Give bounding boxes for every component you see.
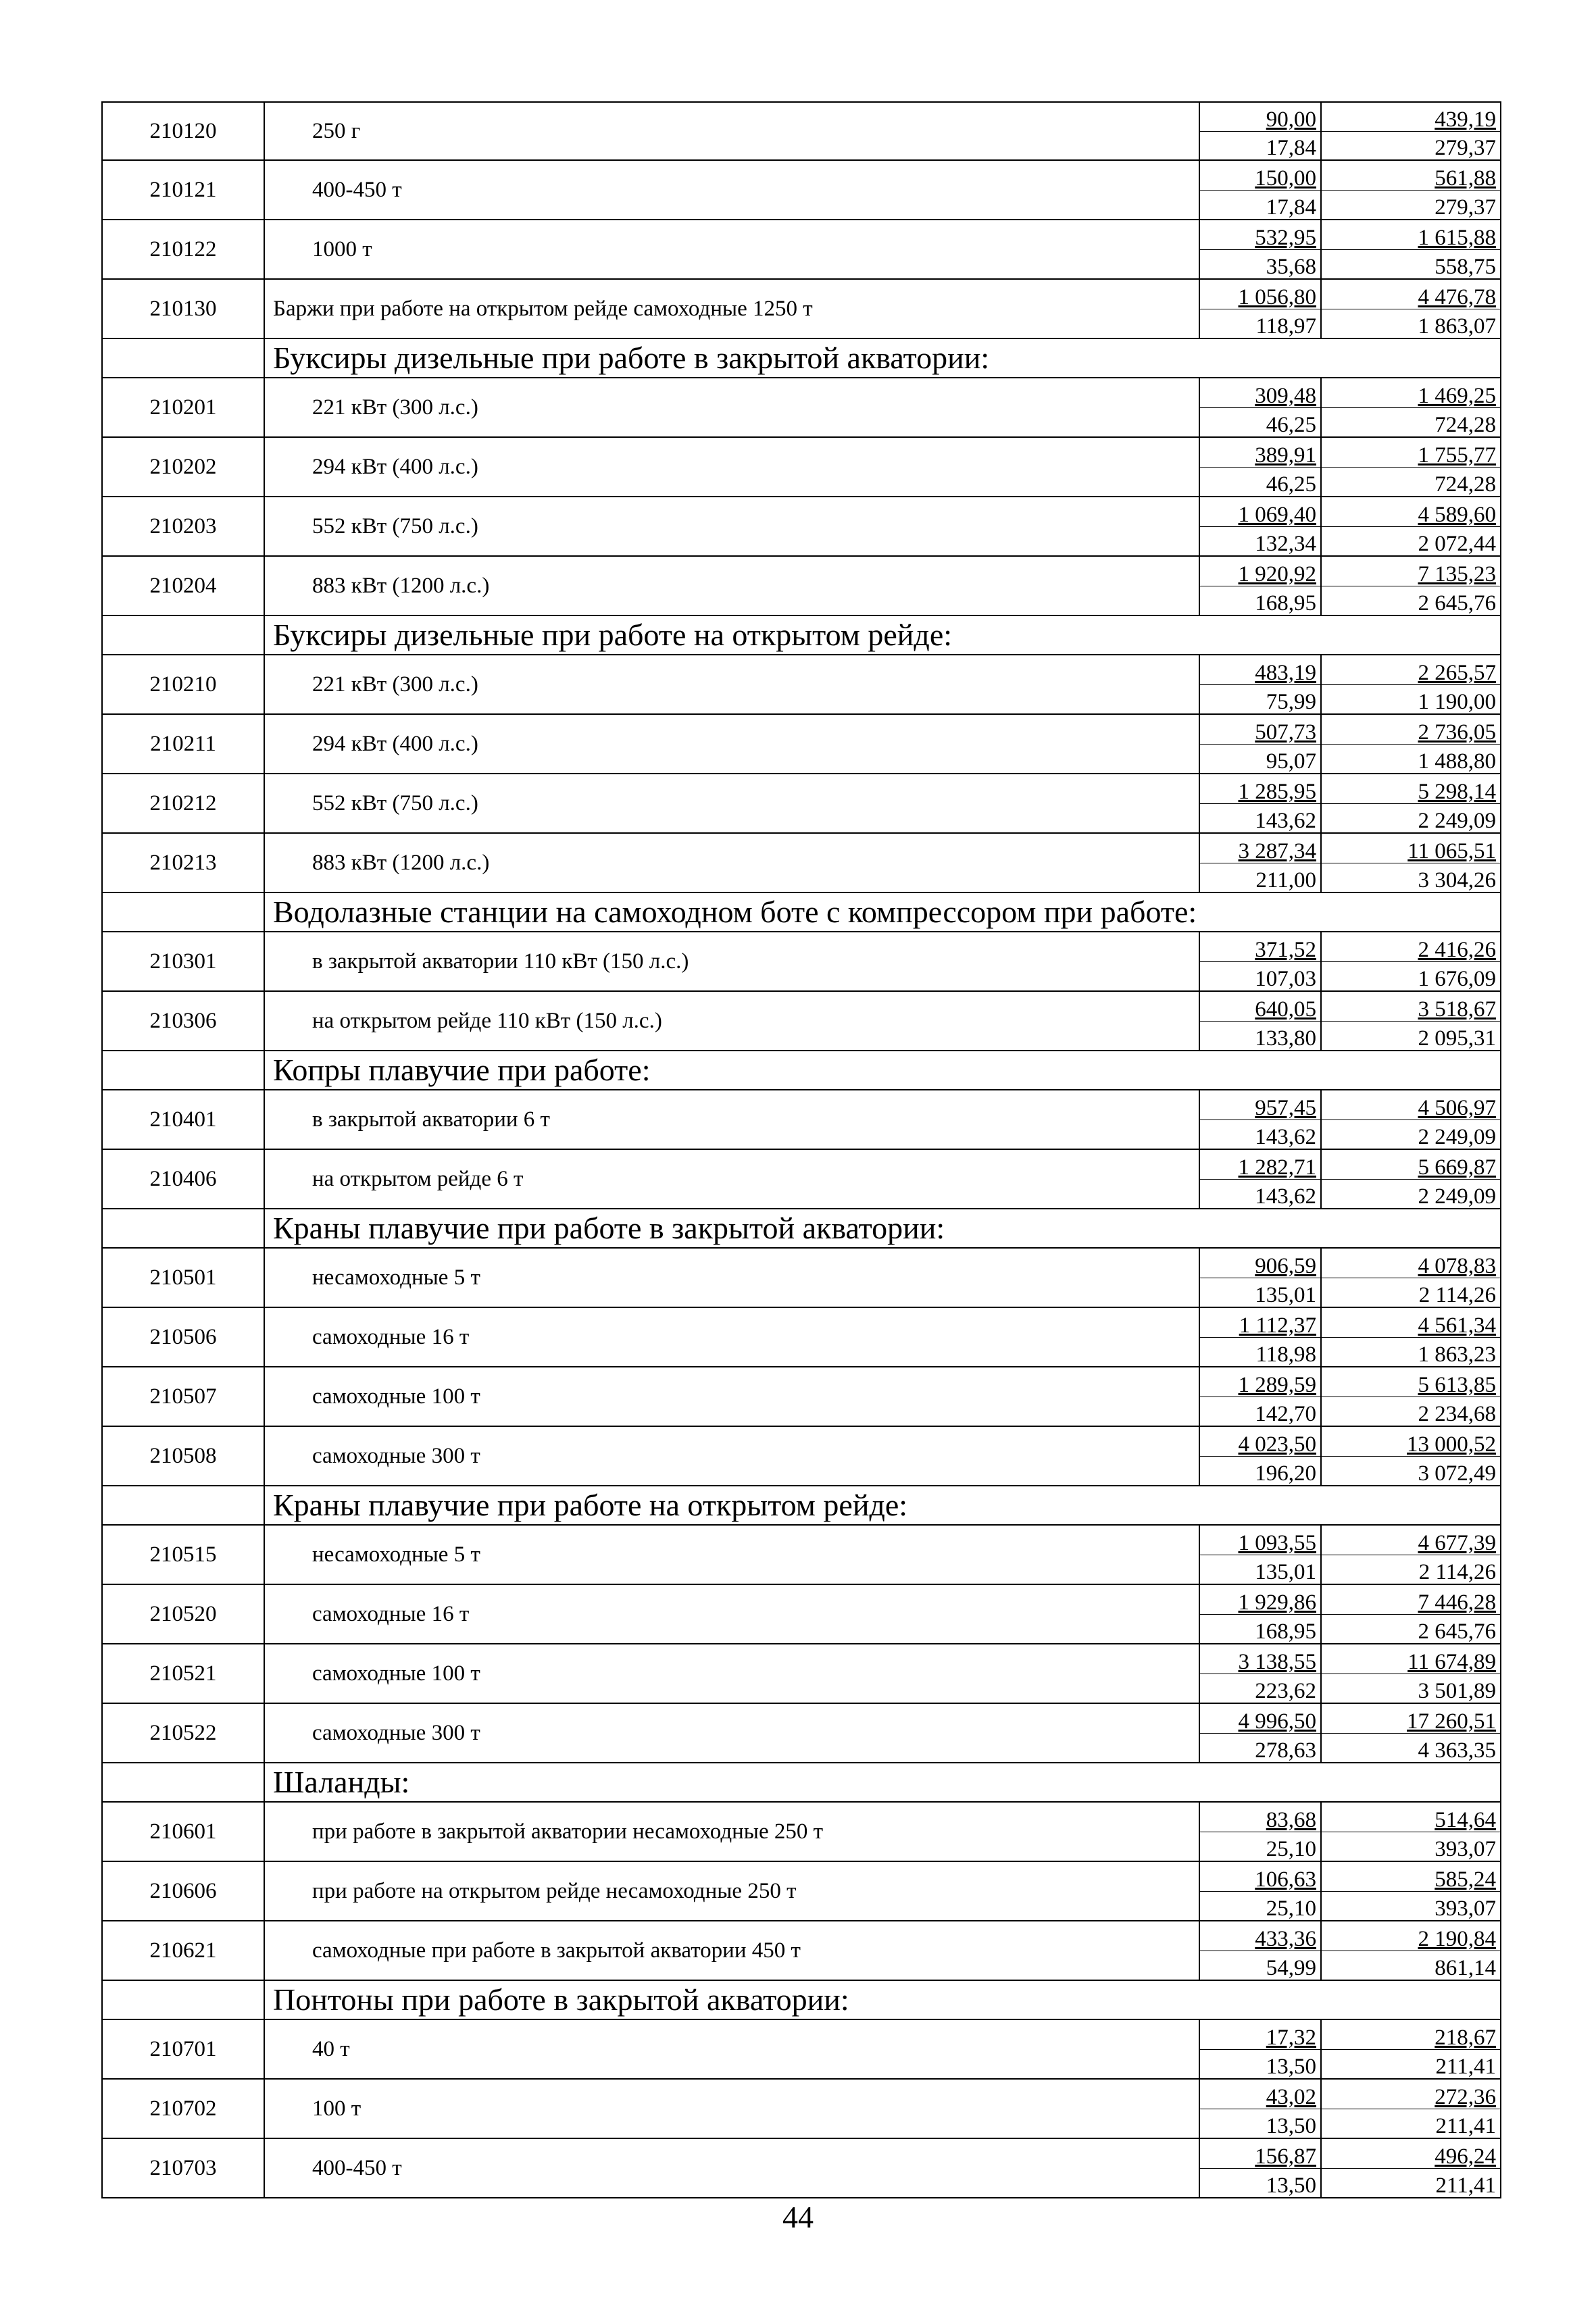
- value-1-top: 1 282,71: [1200, 1150, 1320, 1180]
- value-column-2: [1322, 1585, 1500, 1643]
- value-1-top: 640,05: [1200, 992, 1320, 1022]
- row-name: 221 кВт (300 л.с.): [265, 378, 1200, 436]
- value-2-top: 17 260,51: [1322, 1704, 1500, 1734]
- table-row: [101, 1921, 1501, 1981]
- value-column-2: [1322, 1704, 1500, 1762]
- row-code: 210306: [103, 992, 265, 1050]
- value-column-1: [1200, 1367, 1322, 1426]
- section-code-cell: [103, 1486, 265, 1524]
- row-name: самоходные 100 т: [265, 1644, 1200, 1703]
- section-title: Краны плавучие при работе на открытом рейде:: [273, 1488, 908, 1522]
- row-name: самоходные 16 т: [265, 1308, 1200, 1366]
- value-1-bottom: 17,84: [1266, 195, 1316, 220]
- price-table: [101, 101, 1501, 2198]
- value-2-bottom: 2 249,09: [1418, 1184, 1496, 1209]
- value-1-top: 17,32: [1200, 2020, 1320, 2050]
- value-column-1: [1200, 1526, 1322, 1584]
- value-2-top: 2 416,26: [1322, 932, 1500, 962]
- table-row: [101, 1090, 1501, 1150]
- value-1-bottom: 35,68: [1266, 255, 1316, 279]
- value-column-2: [1322, 103, 1500, 159]
- row-name: в закрытой акватории 110 кВт (150 л.с.): [265, 932, 1200, 990]
- value-2-top: 7 135,23: [1322, 557, 1500, 586]
- row-code: 210203: [103, 497, 265, 555]
- value-column-2: [1322, 774, 1500, 832]
- row-name: 294 кВт (400 л.с.): [265, 438, 1200, 496]
- row-name: 552 кВт (750 л.с.): [265, 497, 1200, 555]
- value-1-bottom: 25,10: [1266, 1837, 1316, 1861]
- row-name: несамоходные 5 т: [265, 1249, 1200, 1307]
- section-title: Водолазные станции на самоходном боте с компрессором при работе:: [273, 895, 1197, 929]
- value-column-1: [1200, 1704, 1322, 1762]
- row-code: 210521: [103, 1644, 265, 1703]
- value-column-2: [1322, 1249, 1500, 1307]
- row-name: 883 кВт (1200 л.с.): [265, 557, 1200, 615]
- section-title: Понтоны при работе в закрытой акватории:: [273, 1982, 849, 2017]
- section-heading: [101, 1209, 1501, 1249]
- value-2-bottom: 211,41: [1435, 2114, 1496, 2138]
- value-1-top: 957,45: [1200, 1090, 1320, 1120]
- row-code: 210703: [103, 2139, 265, 2197]
- value-2-bottom: 211,41: [1435, 2055, 1496, 2079]
- table-row: [101, 1526, 1501, 1585]
- value-column-1: [1200, 220, 1322, 278]
- value-2-bottom: 1 863,07: [1418, 314, 1496, 338]
- value-1-top: 90,00: [1200, 103, 1320, 132]
- value-2-top: 561,88: [1322, 161, 1500, 191]
- value-column-2: [1322, 497, 1500, 555]
- value-1-bottom: 278,63: [1255, 1738, 1316, 1763]
- table-row: [101, 1249, 1501, 1308]
- value-column-1: [1200, 1150, 1322, 1208]
- table-row: [101, 2080, 1501, 2139]
- table-row: [101, 1803, 1501, 1862]
- section-title: Буксиры дизельные при работе в закрытой акватории:: [273, 341, 990, 375]
- value-1-top: 1 289,59: [1200, 1367, 1320, 1397]
- value-1-bottom: 132,34: [1255, 532, 1316, 556]
- value-2-top: 3 518,67: [1322, 992, 1500, 1022]
- value-column-1: [1200, 834, 1322, 892]
- value-1-top: 83,68: [1200, 1803, 1320, 1832]
- value-column-1: [1200, 1249, 1322, 1307]
- table-row: [101, 715, 1501, 774]
- value-column-2: [1322, 2020, 1500, 2078]
- value-1-top: 4 023,50: [1200, 1427, 1320, 1457]
- value-column-1: [1200, 774, 1322, 832]
- table-row: [101, 932, 1501, 992]
- value-1-top: 371,52: [1200, 932, 1320, 962]
- table-row: [101, 2020, 1501, 2080]
- row-code: 210601: [103, 1803, 265, 1861]
- table-row: [101, 1427, 1501, 1486]
- section-title: Буксиры дизельные при работе на открытом рейде:: [273, 618, 953, 652]
- row-name: 250 г: [265, 103, 1200, 159]
- row-code: 210522: [103, 1704, 265, 1762]
- value-2-top: 5 669,87: [1322, 1150, 1500, 1180]
- value-2-top: 1 755,77: [1322, 438, 1500, 468]
- value-2-top: 585,24: [1322, 1862, 1500, 1892]
- value-column-2: [1322, 715, 1500, 773]
- table-row: [101, 1150, 1501, 1209]
- row-name: 40 т: [265, 2020, 1200, 2078]
- section-code-cell: [103, 1051, 265, 1089]
- value-2-top: 218,67: [1322, 2020, 1500, 2050]
- row-code: 210210: [103, 655, 265, 713]
- value-2-bottom: 724,28: [1435, 472, 1496, 497]
- value-1-bottom: 143,62: [1255, 809, 1316, 833]
- value-2-top: 496,24: [1322, 2139, 1500, 2169]
- row-name: на открытом рейде 110 кВт (150 л.с.): [265, 992, 1200, 1050]
- value-2-bottom: 2 114,26: [1418, 1560, 1496, 1584]
- row-code: 210606: [103, 1862, 265, 1920]
- value-column-2: [1322, 1803, 1500, 1861]
- value-2-top: 4 506,97: [1322, 1090, 1500, 1120]
- value-2-top: 4 561,34: [1322, 1308, 1500, 1338]
- value-2-top: 2 736,05: [1322, 715, 1500, 745]
- row-name: 100 т: [265, 2080, 1200, 2138]
- value-column-1: [1200, 1862, 1322, 1920]
- value-column-1: [1200, 378, 1322, 436]
- section-code-cell: [103, 1763, 265, 1801]
- row-name: при работе на открытом рейде несамоходные 250 т: [265, 1862, 1200, 1920]
- value-1-bottom: 13,50: [1266, 2173, 1316, 2198]
- table-row: [101, 1644, 1501, 1704]
- value-column-2: [1322, 378, 1500, 436]
- section-title: Краны плавучие при работе в закрытой акватории:: [273, 1211, 945, 1245]
- value-2-bottom: 279,37: [1435, 136, 1496, 160]
- table-row: [101, 992, 1501, 1051]
- row-name: 221 кВт (300 л.с.): [265, 655, 1200, 713]
- row-code: 210515: [103, 1526, 265, 1584]
- table-row: [101, 220, 1501, 280]
- value-2-bottom: 2 114,26: [1418, 1283, 1496, 1307]
- value-1-bottom: 46,25: [1266, 413, 1316, 437]
- value-1-bottom: 133,80: [1255, 1026, 1316, 1051]
- row-name: самоходные при работе в закрытой акватории 450 т: [265, 1921, 1200, 1980]
- row-code: 210506: [103, 1308, 265, 1366]
- section-heading: [101, 1051, 1501, 1090]
- value-2-bottom: 2 095,31: [1418, 1026, 1496, 1051]
- value-2-top: 2 265,57: [1322, 655, 1500, 685]
- row-name: Баржи при работе на открытом рейде самоходные 1250 т: [265, 280, 1200, 338]
- section-heading: [101, 1981, 1501, 2020]
- table-row: [101, 1367, 1501, 1427]
- row-code: 210202: [103, 438, 265, 496]
- value-2-top: 4 476,78: [1322, 280, 1500, 309]
- value-2-bottom: 2 645,76: [1418, 591, 1496, 615]
- value-2-bottom: 2 645,76: [1418, 1619, 1496, 1644]
- row-name: самоходные 300 т: [265, 1427, 1200, 1485]
- value-2-bottom: 393,07: [1435, 1896, 1496, 1921]
- value-column-1: [1200, 1427, 1322, 1485]
- value-column-1: [1200, 2139, 1322, 2197]
- row-code: 210204: [103, 557, 265, 615]
- value-1-top: 483,19: [1200, 655, 1320, 685]
- value-column-1: [1200, 655, 1322, 713]
- value-1-top: 3 287,34: [1200, 834, 1320, 863]
- value-1-bottom: 17,84: [1266, 136, 1316, 160]
- row-code: 210121: [103, 161, 265, 219]
- value-column-1: [1200, 1803, 1322, 1861]
- row-code: 210621: [103, 1921, 265, 1980]
- section-code-cell: [103, 893, 265, 931]
- value-2-bottom: 279,37: [1435, 195, 1496, 220]
- value-1-bottom: 135,01: [1255, 1283, 1316, 1307]
- value-1-bottom: 13,50: [1266, 2114, 1316, 2138]
- table-row: [101, 497, 1501, 557]
- row-code: 210507: [103, 1367, 265, 1426]
- value-column-1: [1200, 1921, 1322, 1980]
- table-row: [101, 774, 1501, 834]
- row-code: 210201: [103, 378, 265, 436]
- value-2-top: 272,36: [1322, 2080, 1500, 2109]
- value-1-top: 433,36: [1200, 1921, 1320, 1951]
- row-code: 210120: [103, 103, 265, 159]
- value-2-top: 11 674,89: [1322, 1644, 1500, 1674]
- value-1-bottom: 46,25: [1266, 472, 1316, 497]
- value-1-top: 1 093,55: [1200, 1526, 1320, 1555]
- value-column-2: [1322, 1921, 1500, 1980]
- value-2-top: 4 677,39: [1322, 1526, 1500, 1555]
- value-1-bottom: 223,62: [1255, 1679, 1316, 1703]
- value-1-bottom: 25,10: [1266, 1896, 1316, 1921]
- value-column-2: [1322, 1427, 1500, 1485]
- row-code: 210401: [103, 1090, 265, 1149]
- section-heading: [101, 893, 1501, 932]
- section-title: Шаланды:: [273, 1765, 410, 1799]
- value-1-bottom: 135,01: [1255, 1560, 1316, 1584]
- value-1-bottom: 75,99: [1266, 690, 1316, 714]
- section-code-cell: [103, 616, 265, 654]
- table-row: [101, 101, 1501, 161]
- row-name: несамоходные 5 т: [265, 1526, 1200, 1584]
- value-column-2: [1322, 932, 1500, 990]
- value-column-2: [1322, 557, 1500, 615]
- section-code-cell: [103, 1209, 265, 1247]
- value-2-bottom: 2 249,09: [1418, 1125, 1496, 1149]
- value-column-2: [1322, 655, 1500, 713]
- value-column-1: [1200, 103, 1322, 159]
- value-column-1: [1200, 1644, 1322, 1703]
- value-1-top: 507,73: [1200, 715, 1320, 745]
- value-column-2: [1322, 1526, 1500, 1584]
- value-column-1: [1200, 557, 1322, 615]
- row-name: 400-450 т: [265, 2139, 1200, 2197]
- value-column-2: [1322, 438, 1500, 496]
- value-column-1: [1200, 1585, 1322, 1643]
- value-2-bottom: 1 488,80: [1418, 749, 1496, 774]
- value-2-bottom: 861,14: [1435, 1956, 1496, 1980]
- row-code: 210212: [103, 774, 265, 832]
- value-2-top: 514,64: [1322, 1803, 1500, 1832]
- value-2-top: 5 613,85: [1322, 1367, 1500, 1397]
- table-row: [101, 161, 1501, 220]
- section-heading: [101, 339, 1501, 378]
- value-column-2: [1322, 1644, 1500, 1703]
- value-1-bottom: 54,99: [1266, 1956, 1316, 1980]
- table-row: [101, 557, 1501, 616]
- value-2-bottom: 1 190,00: [1418, 690, 1496, 714]
- value-2-top: 13 000,52: [1322, 1427, 1500, 1457]
- value-column-1: [1200, 1308, 1322, 1366]
- value-1-bottom: 143,62: [1255, 1125, 1316, 1149]
- value-2-bottom: 2 072,44: [1418, 532, 1496, 556]
- row-code: 210213: [103, 834, 265, 892]
- value-1-top: 1 929,86: [1200, 1585, 1320, 1615]
- value-1-top: 4 996,50: [1200, 1704, 1320, 1734]
- value-1-top: 106,63: [1200, 1862, 1320, 1892]
- row-name: при работе в закрытой акватории несамоходные 250 т: [265, 1803, 1200, 1861]
- value-2-top: 4 589,60: [1322, 497, 1500, 527]
- value-column-2: [1322, 161, 1500, 219]
- value-2-top: 4 078,83: [1322, 1249, 1500, 1278]
- row-code: 210520: [103, 1585, 265, 1643]
- row-code: 210211: [103, 715, 265, 773]
- value-column-2: [1322, 2139, 1500, 2197]
- value-1-top: 389,91: [1200, 438, 1320, 468]
- row-name: в закрытой акватории 6 т: [265, 1090, 1200, 1149]
- value-2-bottom: 3 304,26: [1418, 868, 1496, 892]
- value-column-1: [1200, 992, 1322, 1050]
- row-name: на открытом рейде 6 т: [265, 1150, 1200, 1208]
- value-2-bottom: 558,75: [1435, 255, 1496, 279]
- value-1-top: 3 138,55: [1200, 1644, 1320, 1674]
- value-1-top: 156,87: [1200, 2139, 1320, 2169]
- table-row: [101, 834, 1501, 893]
- row-code: 210406: [103, 1150, 265, 1208]
- value-column-2: [1322, 2080, 1500, 2138]
- table-row: [101, 280, 1501, 339]
- value-1-bottom: 13,50: [1266, 2055, 1316, 2079]
- row-name: 294 кВт (400 л.с.): [265, 715, 1200, 773]
- value-1-top: 906,59: [1200, 1249, 1320, 1278]
- value-1-top: 1 285,95: [1200, 774, 1320, 804]
- value-column-1: [1200, 438, 1322, 496]
- row-code: 210301: [103, 932, 265, 990]
- value-2-bottom: 2 249,09: [1418, 809, 1496, 833]
- value-1-top: 532,95: [1200, 220, 1320, 250]
- value-2-top: 1 469,25: [1322, 378, 1500, 408]
- table-row: [101, 378, 1501, 438]
- value-column-1: [1200, 161, 1322, 219]
- value-column-1: [1200, 2020, 1322, 2078]
- value-2-bottom: 2 234,68: [1418, 1402, 1496, 1426]
- value-1-bottom: 95,07: [1266, 749, 1316, 774]
- row-code: 210122: [103, 220, 265, 278]
- value-column-2: [1322, 220, 1500, 278]
- page-number: 44: [782, 2200, 814, 2234]
- value-column-1: [1200, 1090, 1322, 1149]
- value-2-bottom: 724,28: [1435, 413, 1496, 437]
- value-column-2: [1322, 1150, 1500, 1208]
- section-heading: [101, 616, 1501, 655]
- value-column-1: [1200, 715, 1322, 773]
- value-1-bottom: 211,00: [1255, 868, 1316, 892]
- value-2-top: 5 298,14: [1322, 774, 1500, 804]
- row-code: 210702: [103, 2080, 265, 2138]
- table-row: [101, 1308, 1501, 1367]
- value-1-top: 1 112,37: [1200, 1308, 1320, 1338]
- value-2-bottom: 3 072,49: [1418, 1461, 1496, 1486]
- value-2-bottom: 1 863,23: [1418, 1342, 1496, 1367]
- row-name: самоходные 300 т: [265, 1704, 1200, 1762]
- value-1-bottom: 143,62: [1255, 1184, 1316, 1209]
- value-1-bottom: 142,70: [1255, 1402, 1316, 1426]
- table-row: [101, 1704, 1501, 1763]
- value-2-top: 1 615,88: [1322, 220, 1500, 250]
- table-row: [101, 438, 1501, 497]
- value-2-top: 7 446,28: [1322, 1585, 1500, 1615]
- row-code: 210701: [103, 2020, 265, 2078]
- value-1-bottom: 118,97: [1255, 314, 1316, 338]
- section-code-cell: [103, 339, 265, 377]
- section-title: Копры плавучие при работе:: [273, 1053, 651, 1087]
- value-1-bottom: 168,95: [1255, 591, 1316, 615]
- value-2-bottom: 1 676,09: [1418, 967, 1496, 991]
- value-2-bottom: 4 363,35: [1418, 1738, 1496, 1763]
- row-name: 883 кВт (1200 л.с.): [265, 834, 1200, 892]
- value-2-bottom: 393,07: [1435, 1837, 1496, 1861]
- value-column-2: [1322, 1090, 1500, 1149]
- value-1-top: 309,48: [1200, 378, 1320, 408]
- value-1-bottom: 118,98: [1255, 1342, 1316, 1367]
- section-heading: [101, 1486, 1501, 1526]
- value-2-bottom: 3 501,89: [1418, 1679, 1496, 1703]
- value-1-bottom: 168,95: [1255, 1619, 1316, 1644]
- value-2-top: 11 065,51: [1322, 834, 1500, 863]
- value-1-top: 150,00: [1200, 161, 1320, 191]
- value-column-2: [1322, 280, 1500, 338]
- table-row: [101, 1862, 1501, 1921]
- row-name: 400-450 т: [265, 161, 1200, 219]
- value-column-2: [1322, 1862, 1500, 1920]
- row-code: 210501: [103, 1249, 265, 1307]
- value-column-2: [1322, 1367, 1500, 1426]
- row-code: 210508: [103, 1427, 265, 1485]
- value-1-top: 1 920,92: [1200, 557, 1320, 586]
- section-code-cell: [103, 1981, 265, 2019]
- value-1-top: 1 069,40: [1200, 497, 1320, 527]
- value-column-2: [1322, 1308, 1500, 1366]
- table-row: [101, 1585, 1501, 1644]
- value-column-1: [1200, 280, 1322, 338]
- value-2-top: 439,19: [1322, 103, 1500, 132]
- table-row: [101, 655, 1501, 715]
- row-name: самоходные 100 т: [265, 1367, 1200, 1426]
- table-row: [101, 2139, 1501, 2198]
- value-column-2: [1322, 834, 1500, 892]
- value-column-1: [1200, 497, 1322, 555]
- value-1-bottom: 196,20: [1255, 1461, 1316, 1486]
- value-1-bottom: 107,03: [1255, 967, 1316, 991]
- row-name: 552 кВт (750 л.с.): [265, 774, 1200, 832]
- value-2-bottom: 211,41: [1435, 2173, 1496, 2198]
- section-heading: [101, 1763, 1501, 1803]
- value-1-top: 43,02: [1200, 2080, 1320, 2109]
- row-name: 1000 т: [265, 220, 1200, 278]
- value-column-1: [1200, 932, 1322, 990]
- value-column-1: [1200, 2080, 1322, 2138]
- value-column-2: [1322, 992, 1500, 1050]
- value-2-top: 2 190,84: [1322, 1921, 1500, 1951]
- row-code: 210130: [103, 280, 265, 338]
- row-name: самоходные 16 т: [265, 1585, 1200, 1643]
- value-1-top: 1 056,80: [1200, 280, 1320, 309]
